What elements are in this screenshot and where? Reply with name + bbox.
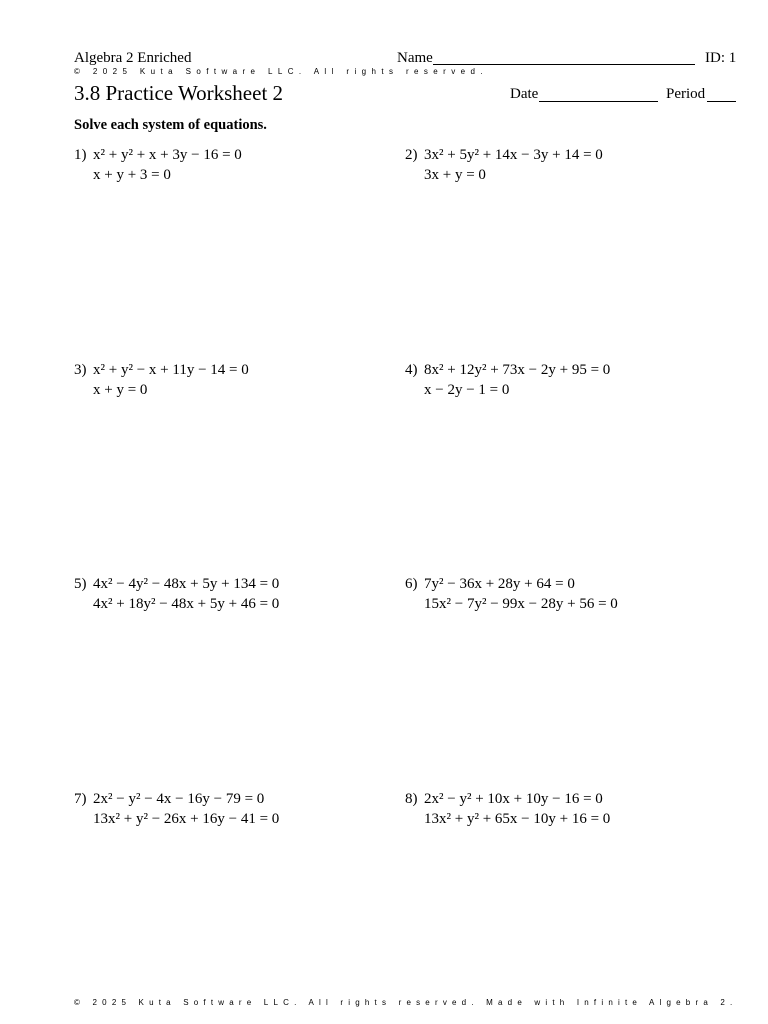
date-blank-line bbox=[539, 101, 658, 102]
problem-number: 1) bbox=[74, 147, 87, 163]
problem-number: 3) bbox=[74, 362, 87, 378]
problem-number: 5) bbox=[74, 576, 87, 592]
equation-1: x² + y² + x + 3y − 16 = 0 bbox=[93, 147, 242, 163]
period-blank-line bbox=[707, 101, 736, 102]
worksheet-title: 3.8 Practice Worksheet 2 bbox=[74, 81, 284, 105]
name-label: Name bbox=[397, 50, 433, 66]
equation-1: 7y² − 36x + 28y + 64 = 0 bbox=[424, 576, 575, 592]
equation-2: x − 2y − 1 = 0 bbox=[424, 382, 510, 398]
equation-2: 15x² − 7y² − 99x − 28y + 56 = 0 bbox=[424, 596, 618, 612]
equation-2: 4x² + 18y² − 48x + 5y + 46 = 0 bbox=[93, 596, 280, 612]
equation-1: 8x² + 12y² + 73x − 2y + 95 = 0 bbox=[424, 362, 611, 378]
copyright-footer: © 2025 Kuta Software LLC. All rights reserved. Made with Infinite Algebra 2. bbox=[74, 998, 738, 1007]
equation-1: 2x² − y² + 10x + 10y − 16 = 0 bbox=[424, 791, 603, 807]
equation-1: x² + y² − x + 11y − 14 = 0 bbox=[93, 362, 249, 378]
id-label: ID: 1 bbox=[705, 50, 737, 66]
course-name: Algebra 2 Enriched bbox=[74, 50, 192, 66]
problem-number: 4) bbox=[405, 362, 418, 378]
date-label: Date bbox=[510, 86, 539, 102]
equation-1: 3x² + 5y² + 14x − 3y + 14 = 0 bbox=[424, 147, 603, 163]
equation-1: 2x² − y² − 4x − 16y − 79 = 0 bbox=[93, 791, 265, 807]
period-label: Period bbox=[666, 86, 706, 102]
equation-2: 3x + y = 0 bbox=[424, 167, 486, 183]
equation-2: x + y = 0 bbox=[93, 382, 148, 398]
problem-number: 6) bbox=[405, 576, 418, 592]
instructions: Solve each system of equations. bbox=[74, 117, 267, 133]
copyright-header: © 2025 Kuta Software LLC. All rights reserved. bbox=[74, 67, 488, 76]
equation-2: 13x² + y² + 65x − 10y + 16 = 0 bbox=[424, 811, 611, 827]
equation-2: x + y + 3 = 0 bbox=[93, 167, 171, 183]
problem-number: 2) bbox=[405, 147, 418, 163]
equation-1: 4x² − 4y² − 48x + 5y + 134 = 0 bbox=[93, 576, 280, 592]
problem-number: 7) bbox=[74, 791, 87, 807]
equation-2: 13x² + y² − 26x + 16y − 41 = 0 bbox=[93, 811, 280, 827]
problem-number: 8) bbox=[405, 791, 418, 807]
name-blank-line bbox=[433, 64, 695, 65]
